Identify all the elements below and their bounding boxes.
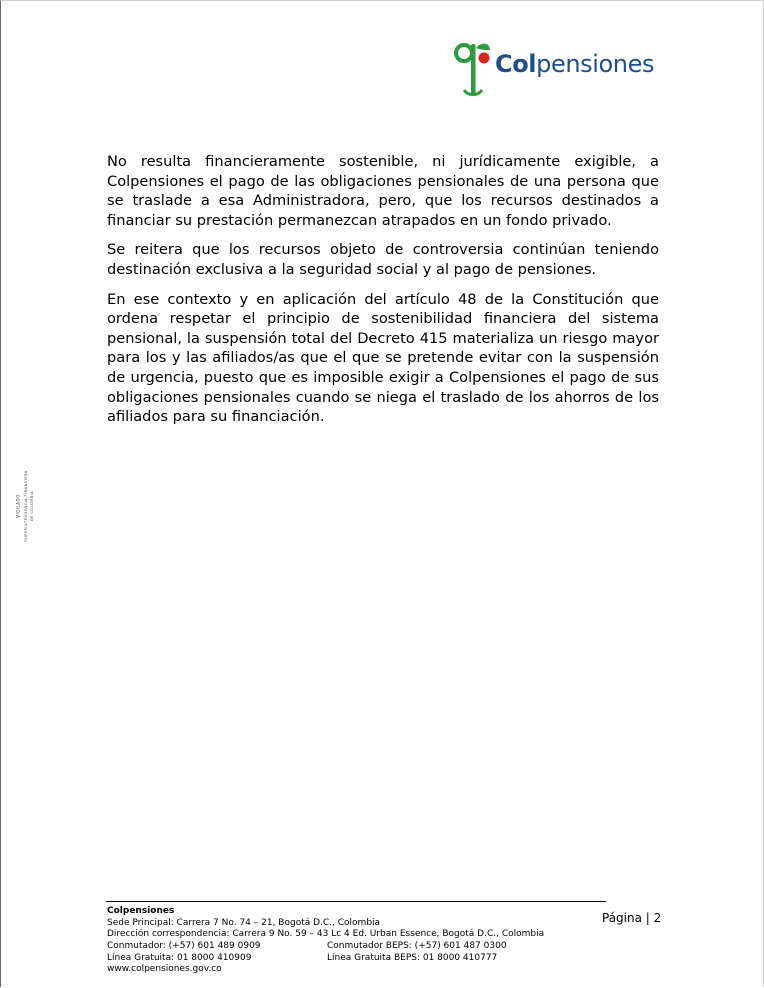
footer-website-link[interactable]: www.colpensiones.gov.co <box>107 964 222 975</box>
footer-linea-beps: Línea Gratuita BEPS: 01 8000 410777 <box>327 952 498 963</box>
body-paragraph: En ese contexto y en aplicación del artículo 48 de la Constitución que ordena respetar el principio de sostenibilidad financiera del sistema pensional, la suspensión total del Decreto 415 materializa un riesgo mayor para los y las afiliados/as que el que se pretende evitar con la suspensión de urgencia, puesto que es imposible exigir a Colpensiones el pago de sus obligaciones pensionales cuando se niega el traslado de los ahorros de los afiliados para su financiación. <box>107 290 659 426</box>
colpensiones-logo <box>452 38 662 100</box>
footer-linea-row <box>107 953 544 965</box>
body-paragraph: No resulta financieramente sostenible, ni jurídicamente exigible, a Colpensiones el pago de las obligaciones pensionales de una persona que se traslade a esa Administradora, pero, que los recursos destinados a financiar su prestación permanezcan atrapados en un fondo privado. <box>107 153 659 229</box>
logo-wordmark <box>495 52 654 76</box>
logo-wordmark-rest: pensiones <box>536 50 655 78</box>
footer-direccion: Dirección correspondencia: Carrera 9 No. 59 – 43 Lc 4 Ed. Urban Essence, Bogotá D.C., Colombia <box>107 929 545 940</box>
footer-sede: Sede Principal: Carrera 7 No. 74 – 21, Bogotá D.C., Colombia <box>107 917 381 928</box>
logo-wordmark-bold: Col <box>495 50 537 78</box>
letter-body <box>107 152 659 437</box>
body-paragraph: Se reitera que los recursos objeto de controversia continúan teniendo destinación exclusiva a la seguridad social y al pago de pensiones. <box>107 241 659 278</box>
vigilado-superfinanciera-mark <box>12 456 38 556</box>
page-number: Página | 2 <box>602 911 662 925</box>
footer-linea: Línea Gratuita: 01 8000 410909 <box>107 952 252 963</box>
vigilado-entity: SUPERINTENDENCIA FINANCIERA <box>24 470 28 542</box>
footer-company: Colpensiones <box>107 906 175 916</box>
vigilado-label: VIGILADO <box>15 494 21 518</box>
footer-conmutador-beps: Conmutador BEPS: (+57) 601 487 0300 <box>327 941 507 952</box>
footer-phone-row <box>107 941 544 953</box>
footer <box>107 906 544 976</box>
footer-conmutador: Conmutador: (+57) 601 489 0909 <box>107 941 261 952</box>
colpensiones-logo-icon <box>452 38 496 98</box>
vigilado-country: DE COLOMBIA <box>30 490 34 522</box>
footer-divider <box>106 901 606 902</box>
